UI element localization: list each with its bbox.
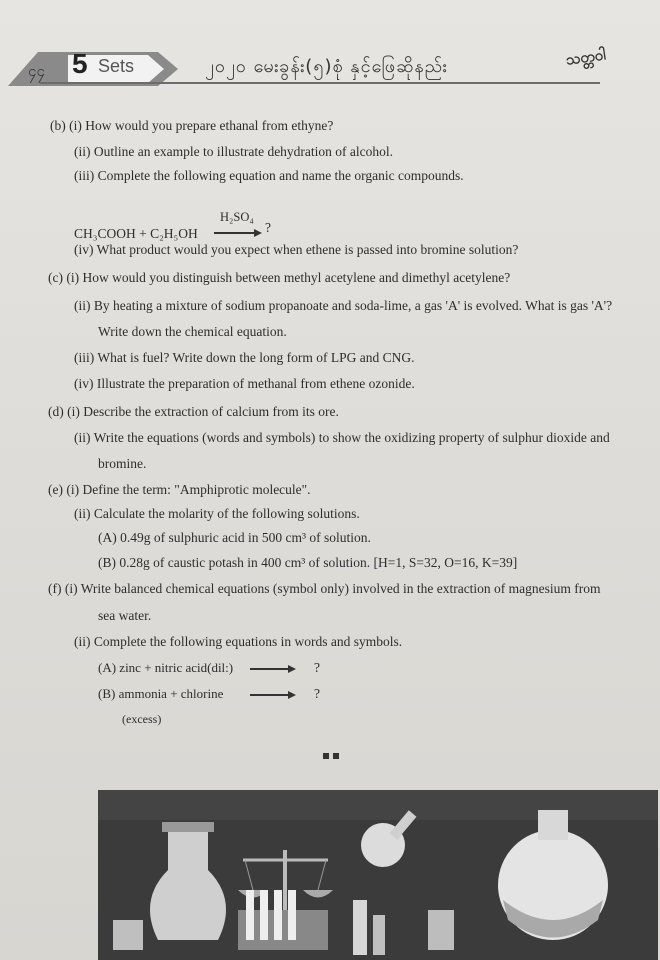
equation-b-arrow (214, 232, 256, 234)
question-b-ii: (ii) Outline an example to illustrate dehydration of alcohol. (74, 144, 394, 159)
equation-f-b-left: (B) ammonia + chlorine (98, 686, 224, 701)
question-d-ii: (ii) Write the equations (words and symbols) to show the oxidizing property of sulphur dioxide and (74, 430, 610, 445)
equation-b-right: ? (265, 220, 271, 235)
question-e-ii-b: (B) 0.28g of caustic potash in 400 cm³ of solution. [H=1, S=32, O=16, K=39] (98, 555, 518, 570)
question-d-i: (d) (i) Describe the extraction of calcium from its ore. (48, 404, 339, 419)
question-b-iv: (iv) What product would you expect when ethene is passed into bromine solution? (74, 242, 519, 257)
page-header (0, 40, 660, 100)
header-divider (40, 82, 600, 84)
header-title: ၂၀၂၀ မေးခွန်း(၅)စုံ နှင့်ဖြေဆိုနည်း (205, 56, 448, 77)
question-c-i: (c) (i) How would you distinguish between methyl acetylene and dimethyl acetylene? (48, 270, 511, 285)
question-f-i: (f) (i) Write balanced chemical equations (symbol only) involved in the extraction of magnesium from (48, 581, 601, 596)
equation-b-catalyst: H₂SO₄ (220, 210, 254, 224)
question-c-ii: (ii) By heating a mixture of sodium propanoate and soda-lime, a gas 'A' is evolved. What is gas 'A'? (74, 298, 613, 313)
question-d-ii-continued: bromine. (98, 456, 147, 471)
lab-equipment-illustration (98, 790, 658, 960)
question-b-i: (b) (i) How would you prepare ethanal from ethyne? (50, 118, 334, 133)
equation-f-a-arrowhead (288, 665, 296, 673)
question-b-iii: (iii) Complete the following equation and name the organic compounds. (74, 168, 464, 183)
question-e-ii: (ii) Calculate the molarity of the following solutions. (74, 506, 360, 521)
question-f-ii: (ii) Complete the following equations in words and symbols. (74, 634, 403, 649)
equation-f-b-arrowhead (288, 691, 296, 699)
header-logo: သတ္တဝါ (564, 45, 607, 69)
question-f-i-continued: sea water. (98, 608, 152, 623)
equation-f-a-arrow (250, 668, 290, 670)
question-c-iii: (iii) What is fuel? Write down the long form of LPG and CNG. (74, 350, 415, 365)
equation-f-a-right: ? (314, 660, 320, 675)
equation-f-b-arrow (250, 694, 290, 696)
question-c-ii-continued: Write down the chemical equation. (98, 324, 287, 339)
equation-b-left: CH₃COOH + C₂H₅OH (74, 226, 198, 241)
sets-label: Sets (98, 56, 135, 76)
question-e-ii-a: (A) 0.49g of sulphuric acid in 500 cm³ of solution. (98, 530, 371, 545)
question-c-iv: (iv) Illustrate the preparation of methanal from ethene ozonide. (74, 376, 415, 391)
equation-f-b-note: (excess) (122, 712, 162, 726)
question-e-i: (e) (i) Define the term: "Amphiprotic molecule". (48, 482, 311, 497)
sets-number: 5 (72, 48, 88, 79)
equation-f-a-left: (A) zinc + nitric acid(dil:) (98, 660, 234, 675)
page-number: ၄၄ (28, 62, 45, 80)
section-divider-dots (323, 746, 343, 764)
equation-b-arrowhead (254, 229, 262, 237)
equation-f-b-right: ? (314, 686, 320, 701)
